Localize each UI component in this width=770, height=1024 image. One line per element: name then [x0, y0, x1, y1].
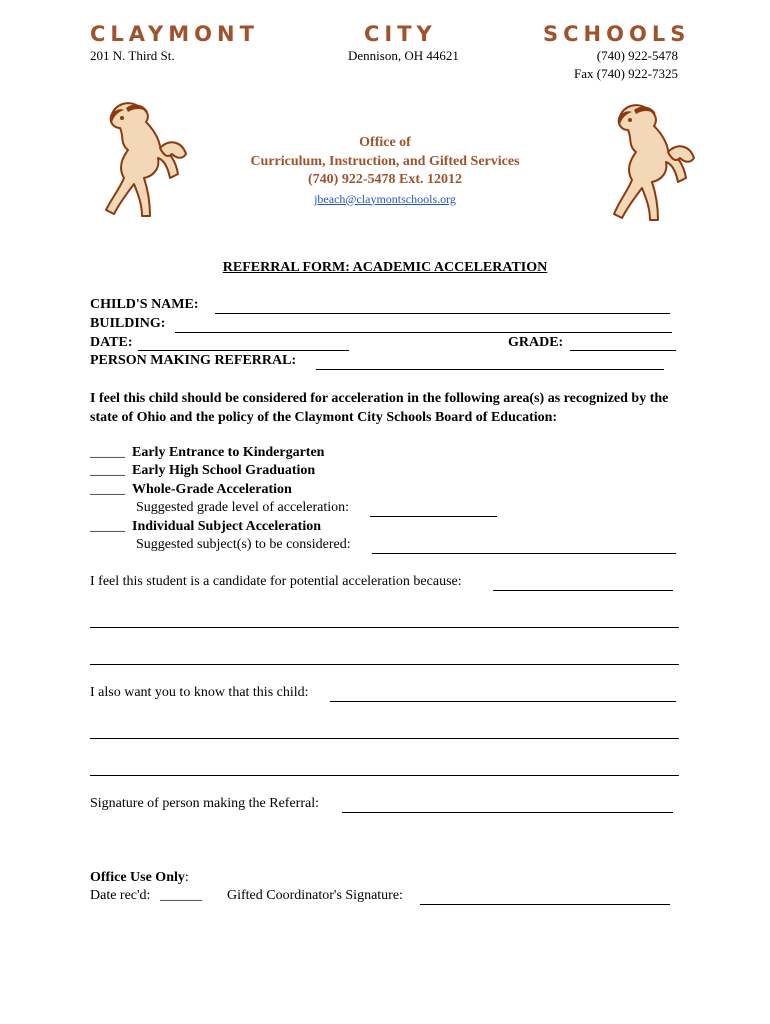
childs-name-field[interactable] [215, 313, 670, 314]
address-city: Dennison, OH 44621 [348, 48, 459, 63]
office-department: Curriculum, Instruction, and Gifted Services [250, 153, 520, 169]
fax-number: Fax (740) 922-7325 [574, 66, 678, 81]
option-label-whole-grade: Whole-Grade Acceleration [132, 482, 292, 497]
option-label-early-k: Early Entrance to Kindergarten [132, 445, 325, 460]
childs-name-label: CHILD'S NAME: [90, 297, 199, 312]
coordinator-signature-label: Gifted Coordinator's Signature: [227, 888, 403, 903]
office-title: Office of [359, 135, 411, 150]
candidate-reason-label: I feel this student is a candidate for potential acceleration because: [90, 574, 462, 589]
candidate-reason-line-3[interactable] [90, 664, 679, 665]
suggested-subject-label: Suggested subject(s) to be considered: [136, 537, 351, 552]
candidate-reason-line-2[interactable] [90, 627, 679, 628]
person-referral-label: PERSON MAKING REFERRAL: [90, 353, 297, 368]
option-blank-subject[interactable]: _____ [90, 519, 125, 534]
also-know-line-2[interactable] [90, 738, 679, 739]
suggested-subject-field[interactable] [372, 553, 676, 554]
option-blank-early-grad[interactable]: _____ [90, 463, 125, 478]
signature-label: Signature of person making the Referral: [90, 796, 319, 811]
brand-city: CITY [364, 22, 437, 46]
suggested-grade-field[interactable] [370, 516, 497, 517]
office-phone: (740) 922-5478 Ext. 12012 [308, 172, 462, 187]
building-field[interactable] [175, 332, 672, 333]
option-label-subject: Individual Subject Acceleration [132, 519, 322, 534]
brand-claymont: CLAYMONT [90, 22, 259, 46]
phone-number: (740) 922-5478 [596, 48, 678, 63]
office-use-title: Office Use Only [90, 870, 185, 885]
intro-paragraph: I feel this child should be considered for acceleration in the following area(s) as recognized by the state of Ohio and the policy of the Claymont City Schools Board of Education: [90, 391, 669, 425]
also-know-label: I also want you to know that this child: [90, 685, 309, 700]
also-know-field[interactable] [330, 701, 676, 702]
address-street: 201 N. Third St. [90, 48, 175, 63]
date-received-field[interactable]: ______ [160, 888, 202, 903]
brand-schools: SCHOOLS [543, 22, 691, 46]
date-field[interactable] [138, 350, 349, 351]
mustang-mascot-left-icon [98, 98, 193, 226]
grade-field[interactable] [570, 350, 676, 351]
option-blank-whole-grade[interactable]: _____ [90, 482, 125, 497]
office-use-heading [90, 870, 189, 886]
grade-label: GRADE: [508, 335, 564, 350]
office-block [200, 134, 570, 209]
building-label: BUILDING: [90, 316, 166, 331]
office-use-colon: : [184, 870, 189, 885]
person-referral-field[interactable] [316, 369, 664, 370]
option-blank-early-k[interactable]: _____ [90, 445, 125, 460]
coordinator-signature-field[interactable] [420, 904, 670, 905]
date-label: DATE: [90, 335, 133, 350]
office-email-link[interactable]: jbeach@claymontschools.org [314, 191, 456, 206]
form-title: REFERRAL FORM: ACADEMIC ACCELERATION [222, 260, 548, 275]
option-label-early-grad: Early High School Graduation [132, 463, 316, 478]
also-know-line-3[interactable] [90, 775, 679, 776]
suggested-grade-label: Suggested grade level of acceleration: [136, 500, 350, 515]
candidate-reason-field[interactable] [493, 590, 673, 591]
signature-field[interactable] [342, 812, 673, 813]
mustang-mascot-right-icon [606, 100, 701, 230]
date-received-label: Date rec'd: [90, 888, 151, 903]
